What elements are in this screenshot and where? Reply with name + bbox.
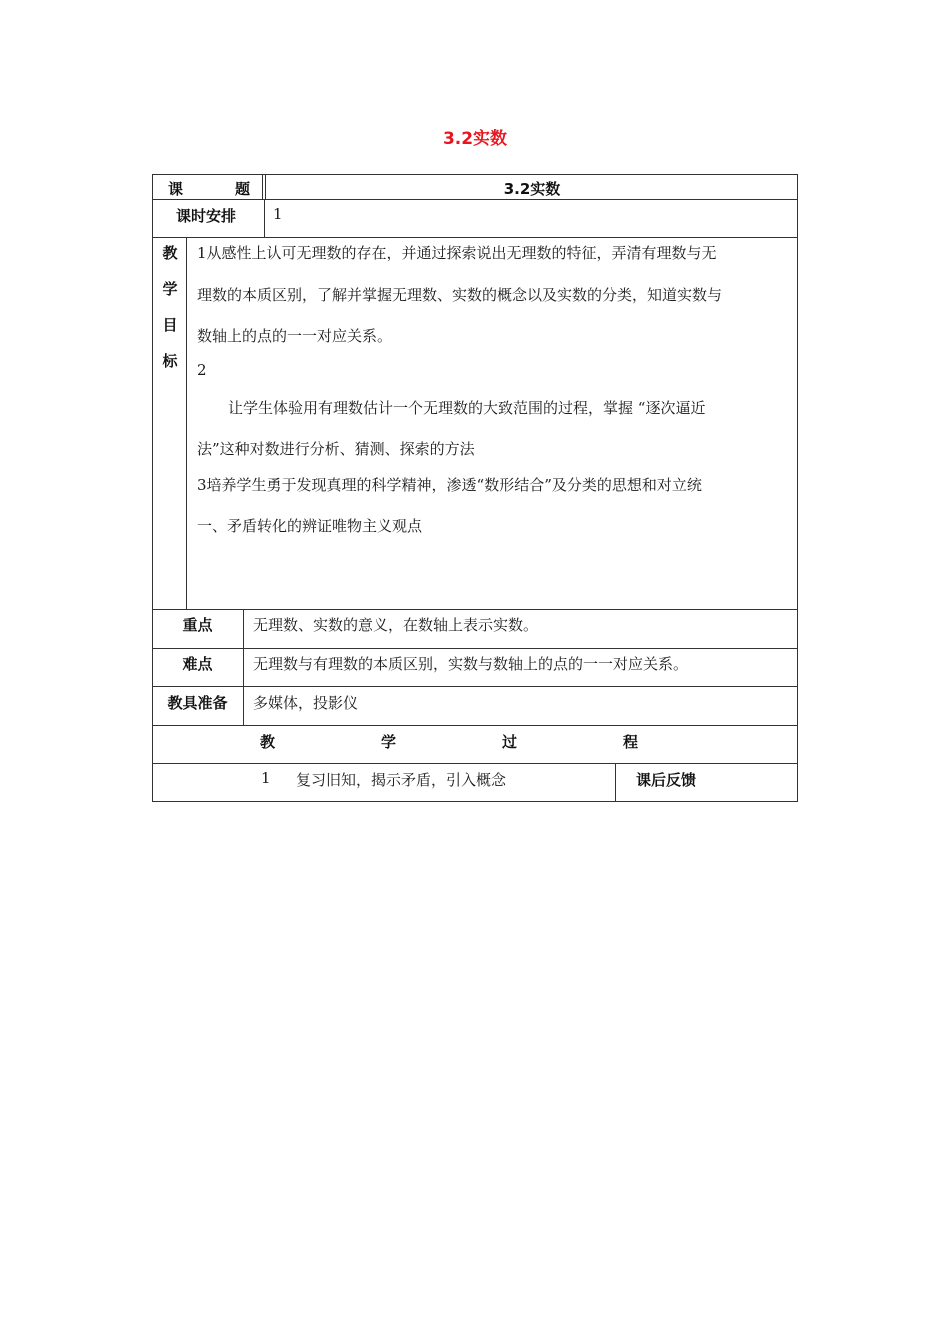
col-divider <box>243 609 244 725</box>
row-divider <box>152 199 798 200</box>
row-divider <box>152 725 798 726</box>
objective-line: 一、矛盾转化的辨证唯物主义观点 <box>197 517 423 535</box>
feedback-label: 课后反馈 <box>635 771 696 789</box>
row-divider <box>152 237 798 238</box>
difficulty-value: 无理数与有理数的本质区别，实数与数轴上的点的一一对应关系。 <box>253 655 689 673</box>
schedule-value: 1 <box>273 205 283 223</box>
schedule-label: 课时安排 <box>176 207 237 225</box>
topic-label: 课 题 <box>168 180 250 198</box>
objective-line: 让学生体验用有理数估计一个无理数的大致范围的过程，掌握 “逐次逼近 <box>228 399 706 417</box>
key-point-value: 无理数、实数的意义，在数轴上表示实数。 <box>253 616 539 634</box>
objective-line: 1从感性上认可无理数的存在，并通过探索说出无理数的特征，弄清有理数与无 <box>197 244 717 262</box>
objective-line: 理数的本质区别，了解并掌握无理数、实数的概念以及实数的分类，知道实数与 <box>197 286 723 304</box>
step-text: 复习旧知，揭示矛盾，引入概念 <box>296 771 507 789</box>
row-divider <box>152 763 798 764</box>
col-divider <box>186 237 187 609</box>
col-divider <box>264 199 265 237</box>
tools-value: 多媒体，投影仪 <box>253 694 359 712</box>
document-title: 3.2实数 <box>442 129 508 149</box>
row-divider <box>152 609 798 610</box>
objective-line: 法”这种对数进行分析、猜测、探索的方法 <box>197 440 475 458</box>
objective-line: 数轴上的点的一一对应关系。 <box>197 327 393 345</box>
key-point-label: 重点 <box>182 616 213 634</box>
process-heading: 教 学 过 程 <box>260 733 638 751</box>
topic-value: 3.2实数 <box>503 180 561 198</box>
objective-line: 3培养学生勇于发现真理的科学精神，渗透“数形结合”及分类的思想和对立统 <box>197 476 702 494</box>
row-divider <box>152 686 798 687</box>
difficulty-label: 难点 <box>182 655 213 673</box>
objectives-label: 教 学 目 标 <box>162 244 178 370</box>
tools-label: 教具准备 <box>167 694 228 712</box>
step-number: 1 <box>261 769 271 787</box>
row-divider <box>152 648 798 649</box>
col-divider <box>262 174 263 199</box>
objective-line: 2 <box>197 361 207 379</box>
